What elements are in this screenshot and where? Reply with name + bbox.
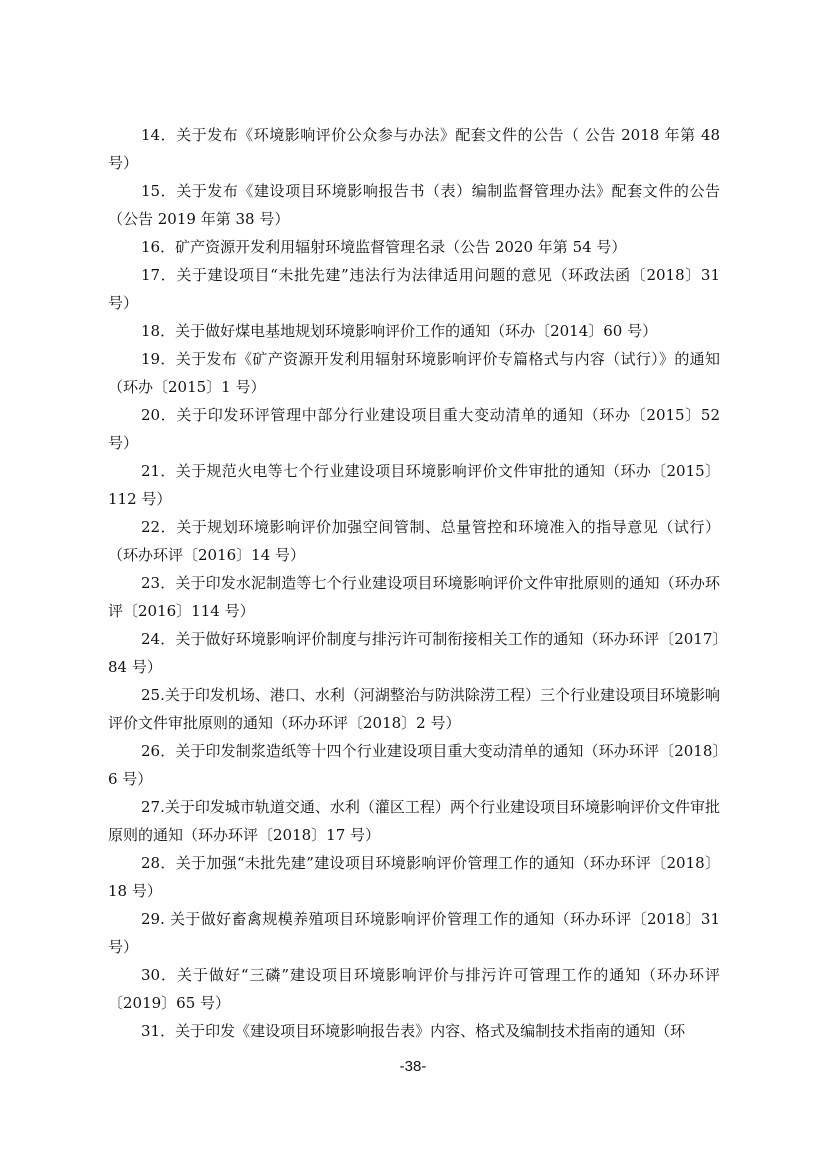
list-item: 26．关于印发制浆造纸等十四个行业建设项目重大变动清单的通知（环办环评〔2018〕6 号）	[108, 742, 720, 788]
list-item: 20．关于印发环评管理中部分行业建设项目重大变动清单的通知（环办〔2015〕52 号）	[108, 406, 720, 452]
list-item: 21．关于规范火电等七个行业建设项目环境影响评价文件审批的通知（环办〔2015〕112 号）	[108, 462, 720, 508]
list-item: 23．关于印发水泥制造等七个行业建设项目环境影响评价文件审批原则的通知（环办环评〔2016〕114 号）	[108, 574, 720, 620]
list-item: 14．关于发布《环境影响评价公众参与办法》配套文件的公告（ 公告 2018 年第 48 号）	[108, 126, 720, 172]
list-item: 19．关于发布《矿产资源开发利用辐射环境影响评价专篇格式与内容（试行）》的通知（环办〔2015〕1 号）	[108, 350, 720, 396]
list-item: 25.关于印发机场、港口、水利（河湖整治与防洪除涝工程）三个行业建设项目环境影响评价文件审批原则的通知（环办环评〔2018〕2 号）	[108, 686, 720, 732]
list-item: 31．关于印发《建设项目环境影响报告表》内容、格式及编制技术指南的通知（环	[141, 1022, 686, 1040]
list-item: 29. 关于做好畜禽规模养殖项目环境影响评价管理工作的通知（环办环评〔2018〕31 号）	[108, 910, 720, 956]
list-item: 16．矿产资源开发利用辐射环境监督管理名录（公告 2020 年第 54 号）	[141, 238, 627, 256]
page-number: -38-	[399, 1058, 427, 1075]
list-item: 22．关于规划环境影响评价加强空间管制、总量管控和环境准入的指导意见（试行）（环办环评〔2016〕14 号）	[108, 518, 720, 564]
list-item: 17．关于建设项目“未批先建”违法行为法律适用问题的意见（环政法函〔2018〕31 号）	[108, 266, 720, 312]
list-item: 28．关于加强“未批先建”建设项目环境影响评价管理工作的通知（环办环评〔2018〕18 号）	[108, 854, 720, 900]
list-item: 30．关于做好“三磷”建设项目环境影响评价与排污许可管理工作的通知（环办环评〔2019〕65 号）	[108, 966, 720, 1012]
list-item: 15．关于发布《建设项目环境影响报告书（表）编制监督管理办法》配套文件的公告（公告 2019 年第 38 号）	[108, 182, 720, 228]
list-item: 18．关于做好煤电基地规划环境影响评价工作的通知（环办〔2014〕60 号）	[141, 322, 658, 340]
list-item: 24．关于做好环境影响评价制度与排污许可制衔接相关工作的通知（环办环评〔2017〕84 号）	[108, 630, 720, 676]
regulation-list	[108, 121, 720, 1045]
list-item: 27.关于印发城市轨道交通、水利（灌区工程）两个行业建设项目环境影响评价文件审批原则的通知（环办环评〔2018〕17 号）	[108, 798, 720, 844]
